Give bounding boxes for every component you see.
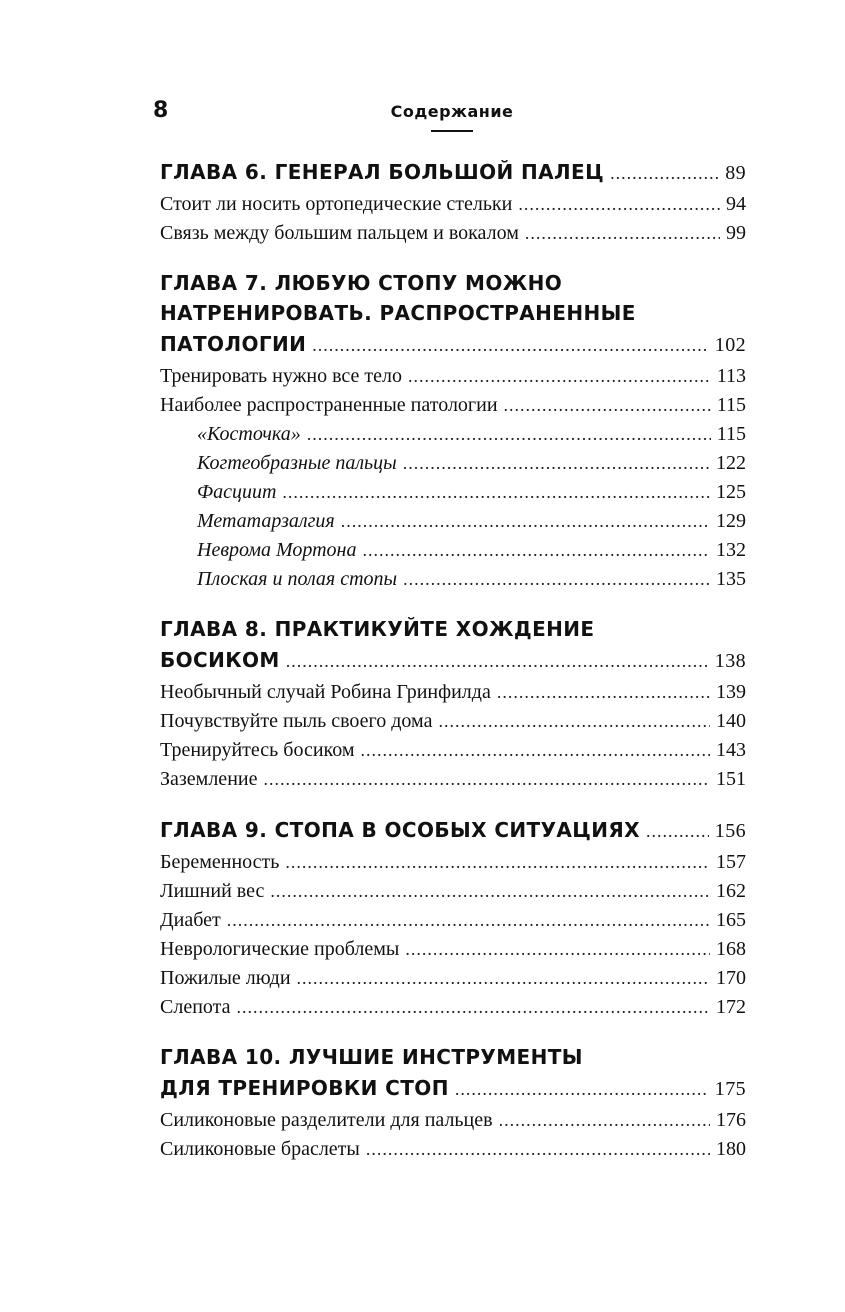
chapter-page-number: 156 xyxy=(714,820,746,842)
toc-entry[interactable] xyxy=(160,391,746,420)
chapter-title-line: ГЛАВА 7. ЛЮБУЮ СТОПУ МОЖНО xyxy=(160,271,563,295)
entry-page-number: 165 xyxy=(716,909,746,931)
dot-leader xyxy=(610,157,719,189)
dot-leader xyxy=(270,877,710,906)
toc-entry[interactable] xyxy=(160,993,746,1022)
entry-title: Слепота xyxy=(160,996,231,1018)
dot-leader xyxy=(403,565,710,594)
entry-page-number: 180 xyxy=(716,1138,746,1160)
toc-entry[interactable] xyxy=(160,964,746,993)
toc-subentry[interactable] xyxy=(160,478,746,507)
entry-page-number: 125 xyxy=(716,481,746,503)
toc-subentry[interactable] xyxy=(160,507,746,536)
toc-entry[interactable] xyxy=(160,1106,746,1135)
chapter-title: ГЛАВА 9. СТОПА В ОСОБЫХ СИТУАЦИЯХ xyxy=(160,818,641,842)
entry-page-number: 168 xyxy=(716,938,746,960)
dot-leader xyxy=(286,645,709,677)
entry-title: Лишний вес xyxy=(160,880,265,902)
entry-title: Силиконовые браслеты xyxy=(160,1138,360,1160)
toc-subentry[interactable] xyxy=(160,536,746,565)
entry-title: Когтеобразные пальцы xyxy=(197,452,397,474)
entry-page-number: 122 xyxy=(716,452,746,474)
dot-leader xyxy=(285,848,710,877)
entry-page-number: 151 xyxy=(716,768,746,790)
entry-page-number: 172 xyxy=(716,996,746,1018)
entry-title: Силиконовые разделители для пальцев xyxy=(160,1109,493,1131)
dot-leader xyxy=(408,362,711,391)
chapter-section xyxy=(160,156,746,248)
entry-page-number: 176 xyxy=(716,1109,746,1131)
toc-entry[interactable] xyxy=(160,765,746,794)
entry-page-number: 157 xyxy=(716,851,746,873)
entry-page-number: 162 xyxy=(716,880,746,902)
chapter-title: ДЛЯ ТРЕНИРОВКИ СТОП xyxy=(160,1076,449,1100)
entry-page-number: 115 xyxy=(716,423,746,445)
dot-leader xyxy=(237,993,711,1022)
dot-leader xyxy=(307,420,711,449)
dot-leader xyxy=(366,1135,710,1164)
dot-leader xyxy=(297,964,710,993)
toc-subentry[interactable] xyxy=(160,449,746,478)
chapter-title: БОСИКОМ xyxy=(160,648,280,672)
entry-title: Пожилые люди xyxy=(160,967,291,989)
entry-title: Связь между большим пальцем и вокалом xyxy=(160,222,519,244)
entry-title: Фасциит xyxy=(197,481,277,503)
chapter-section xyxy=(160,814,746,1022)
toc-entry[interactable] xyxy=(160,707,746,736)
chapter-heading-entry[interactable] xyxy=(160,156,746,188)
entry-page-number: 113 xyxy=(716,365,746,387)
entry-page-number: 94 xyxy=(726,193,746,215)
dot-leader xyxy=(504,391,711,420)
entry-page-number: 139 xyxy=(716,681,746,703)
toc-entry[interactable] xyxy=(160,190,746,219)
entry-page-number: 140 xyxy=(716,710,746,732)
dot-leader xyxy=(341,507,710,536)
dot-leader xyxy=(312,329,709,361)
toc-entry[interactable] xyxy=(160,678,746,707)
dot-leader xyxy=(361,736,710,765)
dot-leader xyxy=(499,1106,710,1135)
toc-entry[interactable] xyxy=(160,1135,746,1164)
entry-page-number: 129 xyxy=(716,510,746,532)
chapter-title-line: ГЛАВА 10. ЛУЧШИЕ ИНСТРУМЕНТЫ xyxy=(160,1045,583,1069)
toc-entry[interactable] xyxy=(160,906,746,935)
entry-page-number: 170 xyxy=(716,967,746,989)
chapter-title-line: ГЛАВА 8. ПРАКТИКУЙТЕ ХОЖДЕНИЕ xyxy=(160,617,595,641)
dot-leader xyxy=(455,1073,709,1105)
dot-leader xyxy=(362,536,710,565)
dot-leader xyxy=(263,765,710,794)
toc-entry[interactable] xyxy=(160,219,746,248)
entry-title: Тренируйтесь босиком xyxy=(160,739,355,761)
entry-title: Плоская и полая стопы xyxy=(197,568,398,590)
entry-title: Наиболее распространенные патологии xyxy=(160,394,498,416)
entry-title: Почувствуйте пыль своего дома xyxy=(160,710,433,732)
table-of-contents xyxy=(160,156,746,1184)
chapter-page-number: 89 xyxy=(725,162,746,184)
dot-leader xyxy=(282,478,710,507)
dot-leader xyxy=(405,935,710,964)
entry-page-number: 132 xyxy=(716,539,746,561)
dot-leader xyxy=(525,219,720,248)
dot-leader xyxy=(403,449,710,478)
chapter-page-number: 175 xyxy=(714,1078,746,1100)
chapter-title-line: НАТРЕНИРОВАТЬ. РАСПРОСТРАНЕННЫЕ xyxy=(160,301,636,325)
entry-title: Заземление xyxy=(160,768,258,790)
chapter-heading-entry[interactable] xyxy=(160,1072,746,1104)
entry-title: Диабет xyxy=(160,909,221,931)
dot-leader xyxy=(518,190,720,219)
entry-page-number: 135 xyxy=(716,568,746,590)
chapter-heading-entry[interactable] xyxy=(160,328,746,360)
chapter-title: ГЛАВА 6. ГЕНЕРАЛ БОЛЬШОЙ ПАЛЕЦ xyxy=(160,160,605,184)
dot-leader xyxy=(227,906,710,935)
toc-entry[interactable] xyxy=(160,362,746,391)
chapter-section xyxy=(160,614,746,794)
chapter-section xyxy=(160,268,746,594)
entry-title: «Косточка» xyxy=(197,423,301,445)
entry-title: Неврома Мортона xyxy=(197,539,357,561)
dot-leader xyxy=(497,678,710,707)
entry-title: Необычный случай Робина Гринфилда xyxy=(160,681,491,703)
dot-leader xyxy=(646,815,709,847)
entry-title: Неврологические проблемы xyxy=(160,938,400,960)
entry-page-number: 115 xyxy=(716,394,746,416)
toc-subentry[interactable] xyxy=(160,565,746,594)
entry-title: Тренировать нужно все тело xyxy=(160,365,403,387)
running-head: Содержание xyxy=(390,102,514,121)
toc-entry[interactable] xyxy=(160,935,746,964)
entry-page-number: 99 xyxy=(726,222,746,244)
toc-entry[interactable] xyxy=(160,848,746,877)
entry-title: Беременность xyxy=(160,851,280,873)
chapter-heading-entry[interactable] xyxy=(160,814,746,846)
dot-leader xyxy=(438,707,710,736)
toc-subentry[interactable] xyxy=(160,420,746,449)
chapter-page-number: 102 xyxy=(714,334,746,356)
toc-entry[interactable] xyxy=(160,736,746,765)
chapter-title: ПАТОЛОГИИ xyxy=(160,332,307,356)
entry-title: Метатарзалгия xyxy=(197,510,335,532)
chapter-heading-entry[interactable] xyxy=(160,644,746,676)
chapter-page-number: 138 xyxy=(714,650,746,672)
toc-entry[interactable] xyxy=(160,877,746,906)
entry-page-number: 143 xyxy=(716,739,746,761)
chapter-section xyxy=(160,1042,746,1164)
page-number: 8 xyxy=(153,98,169,123)
running-head-rule xyxy=(431,130,473,132)
entry-title: Стоит ли носить ортопедические стельки xyxy=(160,193,513,215)
